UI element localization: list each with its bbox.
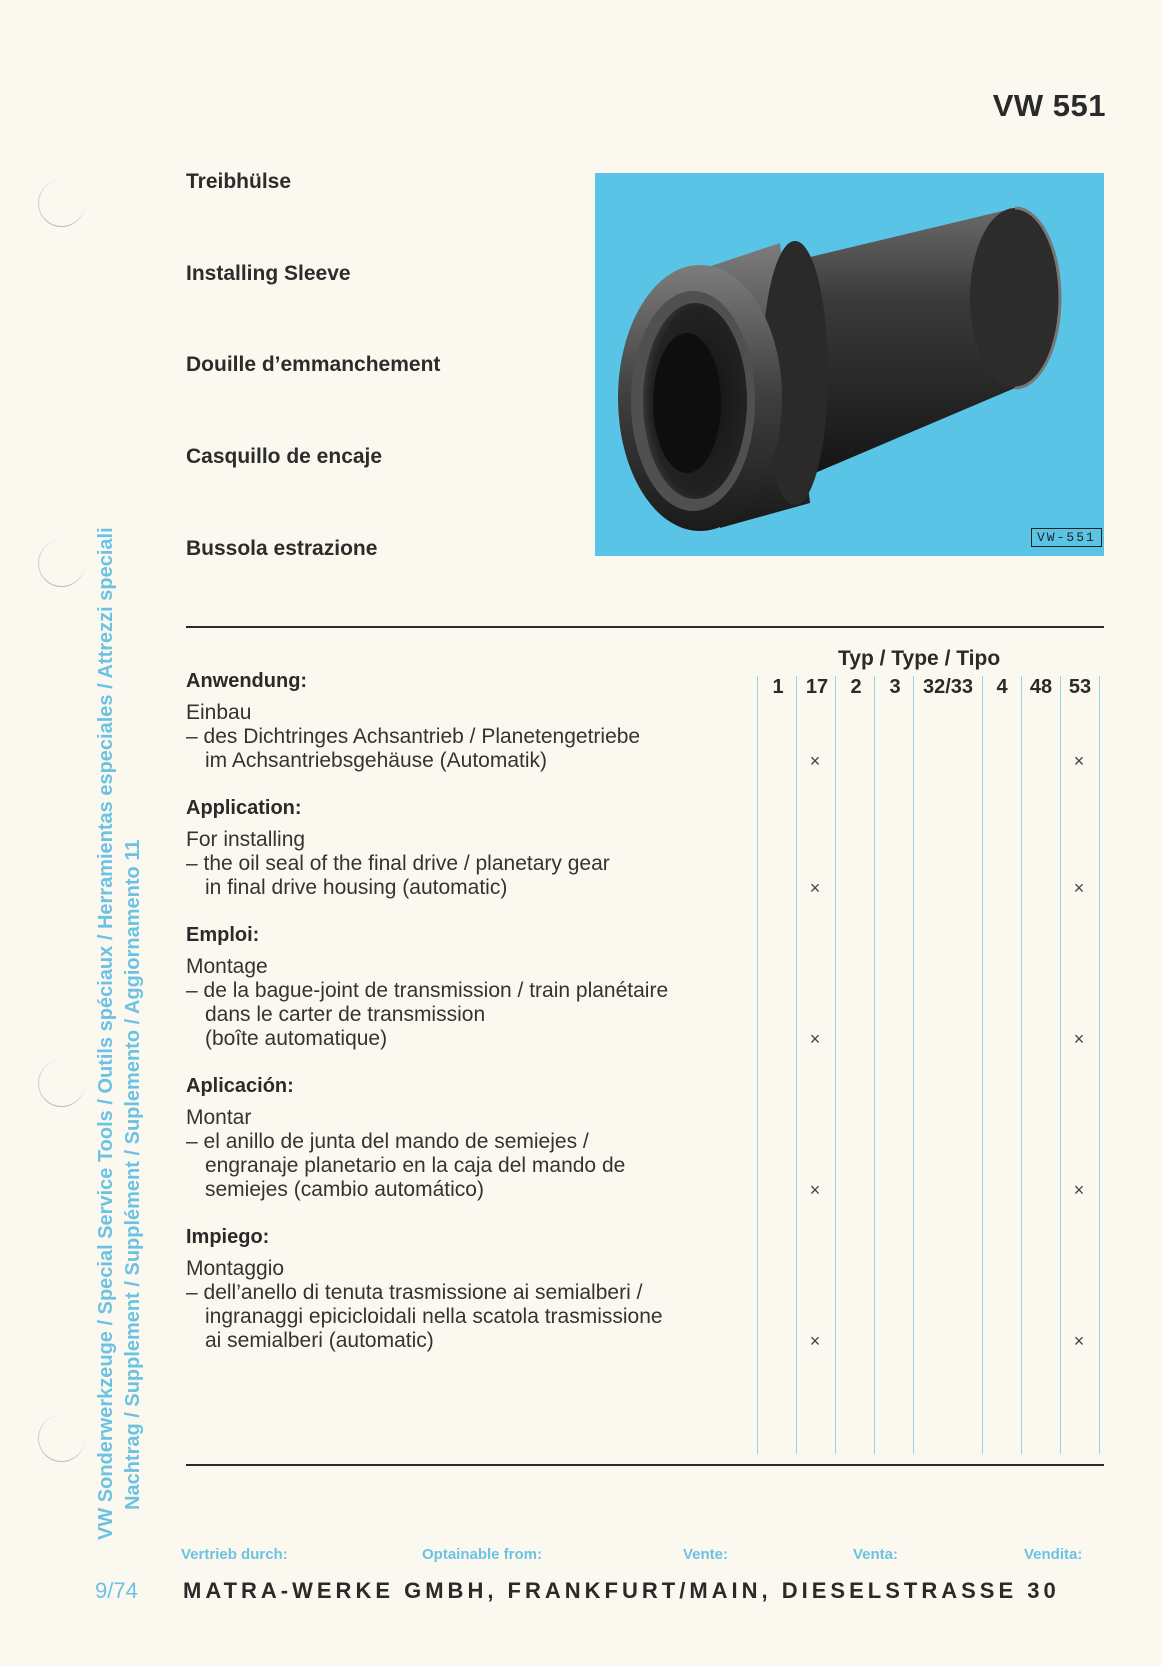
column-divider (913, 676, 914, 1454)
text-line: – des Dichtringes Achsantrieb / Planetengetriebe (186, 725, 641, 748)
mark-53-french: × (1073, 1029, 1085, 1049)
text-line: Montar (186, 1106, 252, 1129)
text-line: – de la bague-joint de transmission / train planétaire (186, 979, 669, 1002)
section-heading-english: Application: (186, 797, 302, 819)
section-text-german (186, 701, 640, 773)
text-line: For installing (186, 828, 306, 851)
name-spanish: Casquillo de encaje (186, 445, 383, 468)
divider-bottom (186, 1464, 1104, 1466)
name-english: Installing Sleeve (186, 262, 351, 285)
column-divider (835, 676, 836, 1454)
type-col-48: 48 (1029, 676, 1053, 698)
text-line: ai semialberi (automatic) (205, 1329, 434, 1352)
section-text-french (186, 955, 668, 1051)
type-col-32-33: 32/33 (922, 676, 974, 698)
type-col-2: 2 (850, 676, 862, 698)
type-col-1: 1 (772, 676, 784, 698)
section-heading-italian: Impiego: (186, 1226, 270, 1248)
mark-17-italian: × (809, 1331, 821, 1351)
mark-17-english: × (809, 878, 821, 898)
punch-hole (38, 1415, 85, 1462)
mark-17-german: × (809, 751, 821, 771)
text-line: in final drive housing (automatic) (205, 876, 508, 899)
punch-hole (38, 540, 85, 587)
footer-label-german: Vertrieb durch: (181, 1546, 288, 1563)
footer-label-spanish: Venta: (853, 1546, 899, 1563)
footer-label-french: Vente: (683, 1546, 729, 1563)
section-text-italian (186, 1257, 663, 1353)
text-line: Montage (186, 955, 268, 978)
text-line: Montaggio (186, 1257, 285, 1280)
type-col-17: 17 (805, 676, 829, 698)
sidebar-title: VW Sonderwerkzeuge / Special Service Tools / Outils spéciaux / Herramientas especiales / Attrezzi speciali (95, 527, 117, 1540)
footer-label-english: Optainable from: (422, 1546, 543, 1563)
text-line: engranaje planetario en la caja del mando de (205, 1154, 626, 1177)
mark-53-spanish: × (1073, 1180, 1085, 1200)
type-col-53: 53 (1068, 676, 1092, 698)
text-line: dans le carter de transmission (205, 1003, 486, 1026)
text-line: – el anillo de junta del mando de semiejes / (186, 1130, 589, 1153)
column-divider (796, 676, 797, 1454)
type-header: Typ / Type / Tipo (838, 647, 1001, 670)
mark-53-german: × (1073, 751, 1085, 771)
column-divider (982, 676, 983, 1454)
text-line: im Achsantriebsgehäuse (Automatik) (205, 749, 547, 772)
product-photo (595, 173, 1104, 556)
punch-hole (38, 180, 85, 227)
distributor-address: MATRA-WERKE GMBH, FRANKFURT/MAIN, DIESELSTRASSE 30 (183, 1578, 1060, 1603)
text-line: – dell’anello di tenuta trasmissione ai semialberi / (186, 1281, 643, 1304)
column-divider (874, 676, 875, 1454)
column-divider (1060, 676, 1061, 1454)
text-line: – the oil seal of the final drive / planetary gear (186, 852, 610, 875)
issue-date: 9/74 (95, 1578, 138, 1603)
mark-53-english: × (1073, 878, 1085, 898)
mark-53-italian: × (1073, 1331, 1085, 1351)
column-divider (1099, 676, 1100, 1454)
section-heading-french: Emploi: (186, 924, 260, 946)
section-heading-german: Anwendung: (186, 670, 308, 692)
punch-hole (38, 1060, 85, 1107)
mark-17-spanish: × (809, 1180, 821, 1200)
name-german: Treibhülse (186, 170, 292, 193)
section-text-english (186, 828, 610, 900)
column-divider (1021, 676, 1022, 1454)
sidebar-supplement: Nachtrag / Supplement / Supplément / Suplemento / Aggiornamento 11 (122, 839, 144, 1510)
name-french: Douille d’emmanchement (186, 353, 441, 376)
name-italian: Bussola estrazione (186, 537, 378, 560)
section-text-spanish (186, 1106, 625, 1202)
footer-label-italian: Vendita: (1024, 1546, 1083, 1563)
text-line: (boîte automatique) (205, 1027, 388, 1050)
text-line: ingranaggi epicicloidali nella scatola trasmissione (205, 1305, 663, 1328)
mark-17-french: × (809, 1029, 821, 1049)
text-line: Einbau (186, 701, 252, 724)
text-line: semiejes (cambio automático) (205, 1178, 484, 1201)
document-code: VW 551 (992, 88, 1106, 123)
tool-label: VW-551 (1031, 528, 1102, 547)
type-col-3: 3 (889, 676, 901, 698)
type-col-4: 4 (996, 676, 1008, 698)
section-heading-spanish: Aplicación: (186, 1075, 294, 1097)
column-divider (757, 676, 758, 1454)
divider-top (186, 626, 1104, 628)
